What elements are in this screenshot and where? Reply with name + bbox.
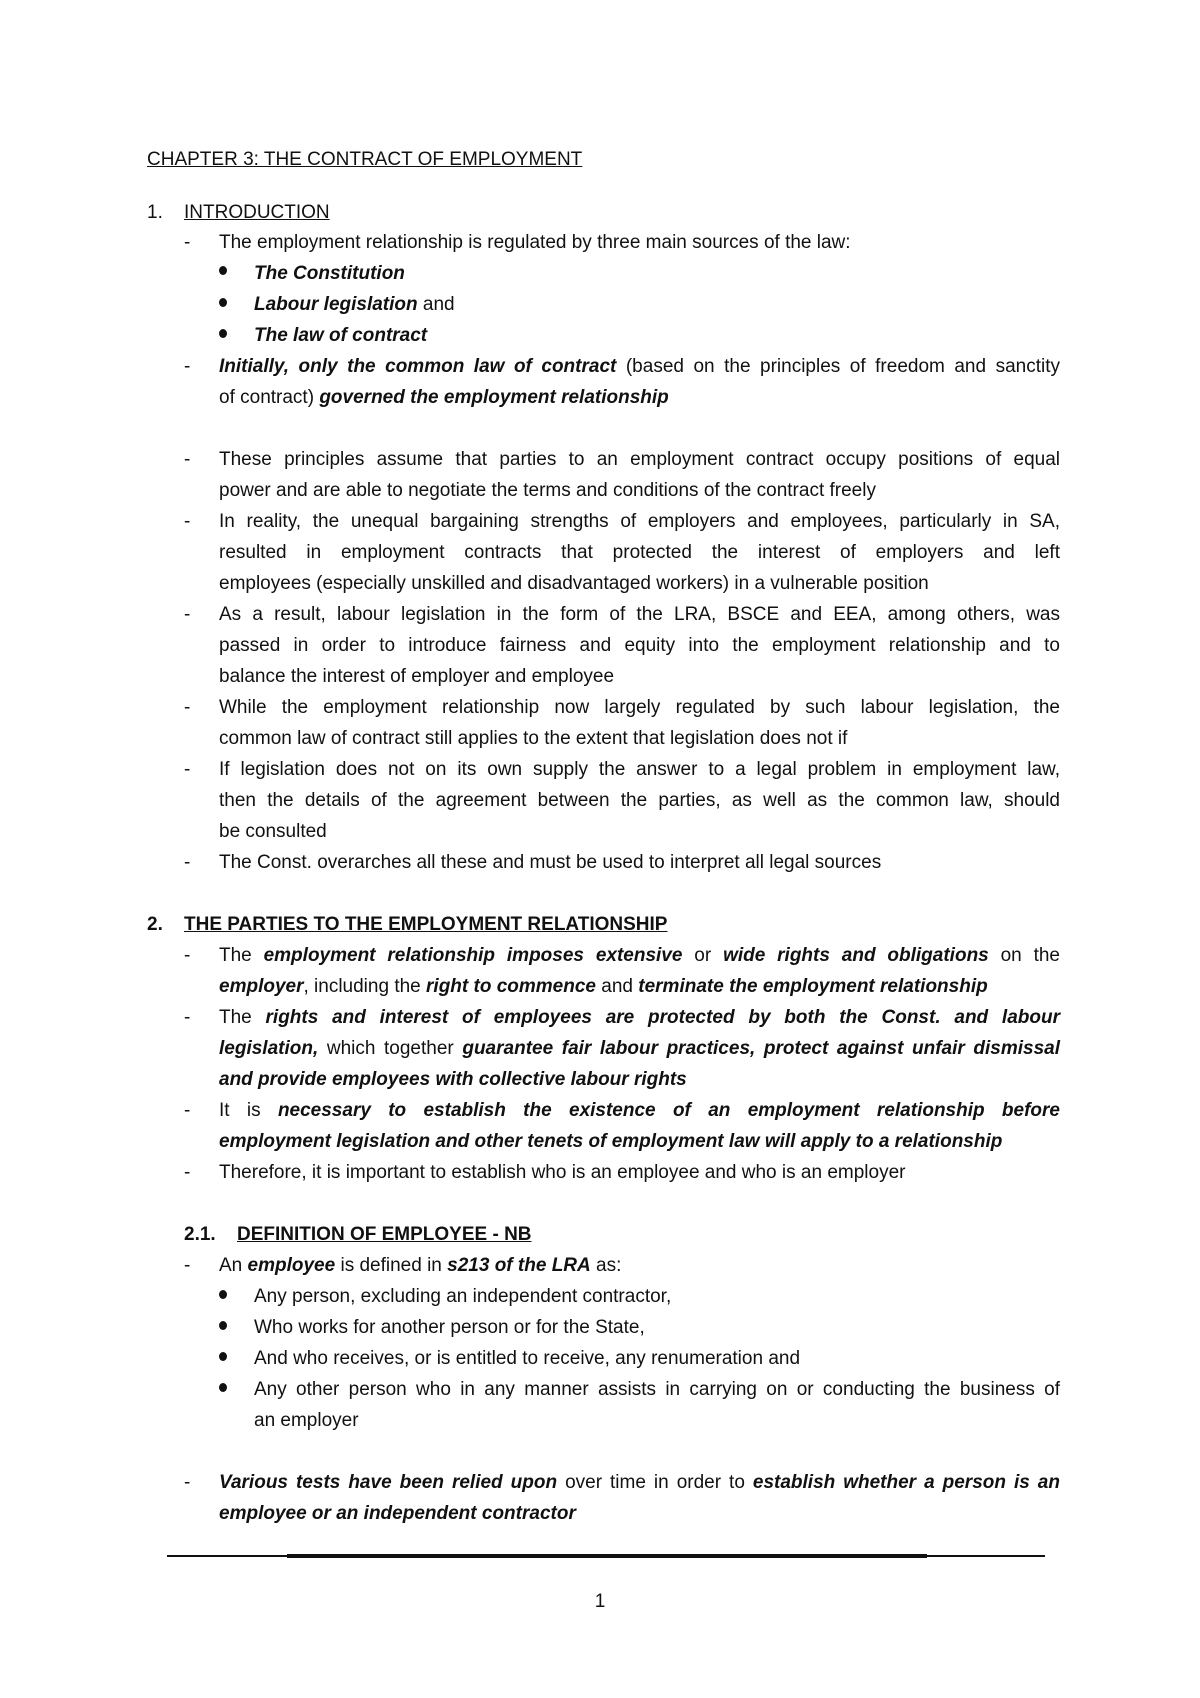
parties-para-1-line-2: employer, including the right to commence and terminate the employment relationship <box>219 976 988 997</box>
dash-marker: - <box>184 604 191 625</box>
section-2-1-heading: DEFINITION OF EMPLOYEE - NB <box>237 1224 532 1245</box>
intro-para-3-line-2: power and are able to negotiate the terms and conditions of the contract freely <box>219 480 876 501</box>
parties-para-2-line-3: and provide employees with collective labour rights <box>219 1069 687 1090</box>
bullet-icon <box>219 1321 227 1330</box>
section-2-1-number: 2.1. <box>184 1224 216 1245</box>
parties-para-3-line-1: It is necessary to establish the existence of an employment relationship before <box>219 1100 1061 1121</box>
intro-para-6-line-1: While the employment relationship now largely regulated by such labour legislation, the <box>219 697 1060 718</box>
chapter-title: CHAPTER 3: THE CONTRACT OF EMPLOYMENT <box>147 149 583 170</box>
dash-marker: - <box>184 1100 191 1121</box>
dash-marker: - <box>184 759 191 780</box>
intro-para-5-line-2: passed in order to introduce fairness and equity into the employment relationship and to <box>219 635 1060 656</box>
intro-para-7-line-2: then the details of the agreement between the parties, as well as the common law, should <box>219 790 1060 811</box>
tests-para-line-1: Various tests have been relied upon over time in order to establish whether a person is an <box>219 1472 1060 1493</box>
dash-marker: - <box>184 1162 191 1183</box>
intro-para-7-line-1: If legislation does not on its own supply the answer to a legal problem in employment law, <box>219 759 1060 780</box>
dash-marker: - <box>184 697 191 718</box>
bullet-icon <box>219 298 227 307</box>
footer-divider <box>167 1554 1045 1558</box>
section-2-heading: THE PARTIES TO THE EMPLOYMENT RELATIONSHIP <box>184 914 668 935</box>
parties-para-2-line-1: The rights and interest of employees are protected by both the Const. and labour <box>219 1007 1060 1028</box>
source-constitution: The Constitution <box>254 263 405 284</box>
intro-para-5-line-1: As a result, labour legislation in the form of the LRA, BSCE and EEA, among others, was <box>219 604 1060 625</box>
definition-item-3: And who receives, or is entitled to receive, any renumeration and <box>254 1348 801 1369</box>
parties-para-2-line-2: legislation, which together guarantee fair labour practices, protect against unfair dismissal <box>219 1038 1060 1059</box>
bullet-icon <box>219 1290 227 1299</box>
dash-marker: - <box>184 1255 191 1276</box>
definition-item-1: Any person, excluding an independent contractor, <box>254 1286 672 1307</box>
bullet-icon <box>219 1383 227 1392</box>
intro-para-4-line-2: resulted in employment contracts that protected the interest of employers and left <box>219 542 1060 563</box>
definition-item-2: Who works for another person or for the State, <box>254 1317 645 1338</box>
parties-para-1-line-1: The employment relationship imposes extensive or wide rights and obligations on the <box>219 945 1061 966</box>
definition-intro: An employee is defined in s213 of the LRA as: <box>219 1255 622 1276</box>
dash-marker: - <box>184 1007 191 1028</box>
section-1-heading: INTRODUCTION <box>184 202 330 223</box>
section-1-number: 1. <box>147 202 163 223</box>
intro-para-5-line-3: balance the interest of employer and employee <box>219 666 615 687</box>
dash-marker: - <box>184 1472 191 1493</box>
dash-marker: - <box>184 511 191 532</box>
dash-marker: - <box>184 232 191 253</box>
section-2-number: 2. <box>147 914 163 935</box>
intro-para-7-line-3: be consulted <box>219 821 327 842</box>
tests-para-line-2: employee or an independent contractor <box>219 1503 576 1524</box>
bullet-icon <box>219 329 227 338</box>
intro-para-8: The Const. overarches all these and must be used to interpret all legal sources <box>219 852 882 873</box>
intro-para-2-line-2: of contract) governed the employment relationship <box>219 387 669 408</box>
definition-item-4-line-2: an employer <box>254 1410 359 1431</box>
source-law-of-contract: The law of contract <box>254 325 428 346</box>
intro-para-3-line-1: These principles assume that parties to an employment contract occupy positions of equal <box>219 449 1060 470</box>
bullet-icon <box>219 1352 227 1361</box>
page-number: 1 <box>594 1591 606 1612</box>
definition-item-4-line-1: Any other person who in any manner assists in carrying on or conducting the business of <box>254 1379 1060 1400</box>
intro-para-4-line-3: employees (especially unskilled and disadvantaged workers) in a vulnerable position <box>219 573 929 594</box>
intro-para-6-line-2: common law of contract still applies to the extent that legislation does not if <box>219 728 848 749</box>
intro-para-4-line-1: In reality, the unequal bargaining strengths of employers and employees, particularly in SA, <box>219 511 1060 532</box>
intro-para-1: The employment relationship is regulated by three main sources of the law: <box>219 232 851 253</box>
dash-marker: - <box>184 852 191 873</box>
parties-para-4: Therefore, it is important to establish who is an employee and who is an employer <box>219 1162 906 1183</box>
source-labour-legislation: Labour legislation and <box>254 294 455 315</box>
dash-marker: - <box>184 449 191 470</box>
dash-marker: - <box>184 945 191 966</box>
dash-marker: - <box>184 356 191 377</box>
bullet-icon <box>219 266 227 275</box>
parties-para-3-line-2: employment legislation and other tenets of employment law will apply to a relationship <box>219 1131 1003 1152</box>
intro-para-2-line-1: Initially, only the common law of contract (based on the principles of freedom and sanctity <box>219 356 1060 377</box>
